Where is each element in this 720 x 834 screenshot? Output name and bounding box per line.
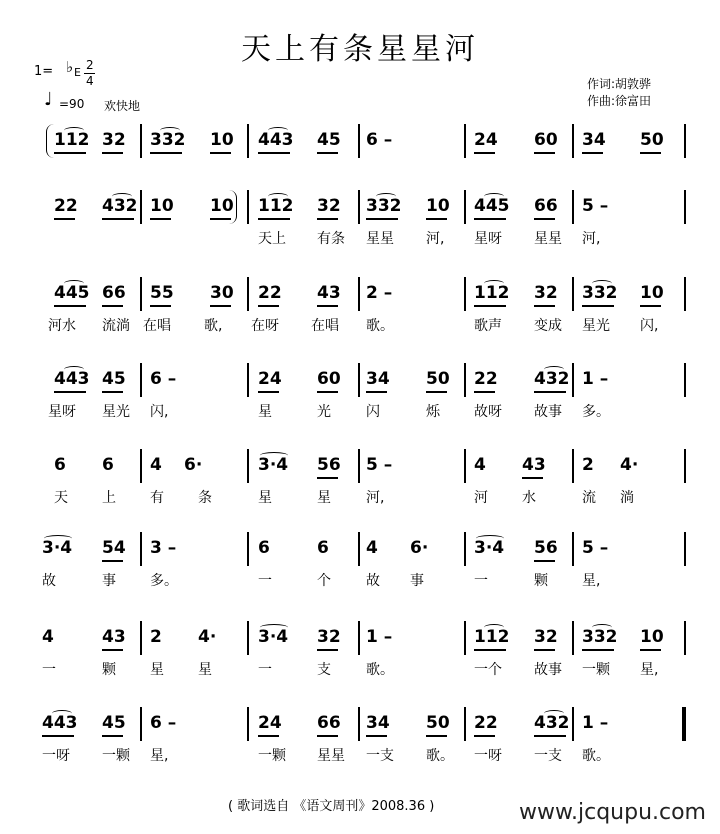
lyric-syllable: 光 [317, 404, 331, 420]
note-group: 30 [210, 283, 234, 303]
note-group: 3 – [150, 538, 177, 558]
note-group: 43 [317, 283, 341, 303]
note-group: 22 [474, 713, 498, 733]
slur-mark [484, 624, 504, 631]
beam-underline [534, 649, 555, 651]
beam-underline [366, 735, 387, 737]
note-group: 1 – [582, 369, 609, 389]
lyric-syllable: 星星 [317, 748, 345, 764]
bar-line [140, 449, 142, 483]
key-prefix: 1= [34, 64, 54, 79]
lyric-syllable: 颗 [102, 662, 116, 678]
lyric-syllable: 闪 [366, 404, 380, 420]
bar-line [572, 621, 574, 655]
note-group: 56 [534, 538, 558, 558]
lyric-syllable: 一支 [534, 748, 562, 764]
beam-underline [317, 477, 338, 479]
slur-mark [112, 193, 132, 200]
lyric-syllable: 故 [42, 573, 56, 589]
lyric-syllable: 故呀 [474, 404, 502, 420]
note-group: 6 – [366, 130, 393, 150]
beam-underline [534, 560, 555, 562]
flat-sign: ♭ [66, 58, 74, 76]
lyric-syllable: 星光 [102, 404, 130, 420]
bar-line [140, 621, 142, 655]
note-group: 3·4 [258, 627, 289, 647]
note-group: 5 – [582, 538, 609, 558]
note-group: 32 [317, 196, 341, 216]
bar-line [358, 124, 360, 158]
lyric-syllable: 河, [426, 231, 445, 247]
lyric-syllable: 有条 [317, 231, 345, 247]
bar-line [358, 532, 360, 566]
note-group: 332 [366, 196, 402, 216]
bar-line [572, 190, 574, 224]
note-group: 432 [102, 196, 138, 216]
note-group: 4· [198, 627, 217, 647]
bar-line [684, 363, 686, 397]
note-group: 4 [366, 538, 378, 558]
note-group: 5 – [366, 455, 393, 475]
note-group: 10 [640, 283, 664, 303]
bar-line [358, 190, 360, 224]
note-group: 112 [54, 130, 90, 150]
slur-mark [260, 452, 288, 459]
beam-underline [534, 735, 566, 737]
lyric-syllable: 天上 [258, 231, 286, 247]
bar-line [464, 124, 466, 158]
slur-mark [52, 710, 72, 717]
bar-line [464, 621, 466, 655]
time-signature-bottom: 4 [86, 74, 94, 88]
lyric-syllable: 歌声 [474, 318, 502, 334]
lyric-syllable: 有 [150, 490, 164, 506]
slur-mark [476, 535, 504, 542]
lyric-syllable: 歌, [204, 318, 223, 334]
note-group: 443 [258, 130, 294, 150]
lyric-syllable: 颗 [534, 573, 548, 589]
bar-line [464, 277, 466, 311]
song-title: 天上有条星星河 [241, 32, 479, 67]
bar-line [572, 363, 574, 397]
key-note: E [74, 66, 81, 79]
note-group: 6 – [150, 713, 177, 733]
note-group: 54 [102, 538, 126, 558]
lyric-syllable: 星呀 [48, 404, 76, 420]
bar-line [358, 363, 360, 397]
beam-underline [640, 649, 661, 651]
lyric-syllable: 一支 [366, 748, 394, 764]
note-group: 445 [474, 196, 510, 216]
note-group: 34 [366, 369, 390, 389]
lyric-syllable: 事 [102, 573, 116, 589]
beam-underline [54, 218, 75, 220]
note-group: 32 [534, 627, 558, 647]
bar-line [140, 277, 142, 311]
bar-line [684, 277, 686, 311]
beam-underline [366, 218, 398, 220]
note-group: 10 [426, 196, 450, 216]
beam-underline [258, 305, 279, 307]
tempo-bpm: =90 [59, 97, 85, 111]
note-group: 50 [426, 713, 450, 733]
beam-underline [258, 152, 290, 154]
beam-underline [534, 305, 555, 307]
note-group: 112 [474, 283, 510, 303]
bar-line [358, 621, 360, 655]
beam-underline [474, 649, 506, 651]
note-group: 45 [102, 369, 126, 389]
slur-mark [64, 280, 84, 287]
lyric-syllable: 一个 [474, 662, 502, 678]
lyric-syllable: 淌 [620, 490, 634, 506]
bar-line [247, 124, 249, 158]
lyric-syllable: 星, [582, 573, 601, 589]
bar-line [684, 124, 686, 158]
note-group: 6 – [150, 369, 177, 389]
note-group: 10 [210, 130, 234, 150]
beam-underline [210, 305, 231, 307]
note-group: 10 [640, 627, 664, 647]
note-group: 60 [534, 130, 558, 150]
note-group: 32 [317, 627, 341, 647]
note-group: 45 [317, 130, 341, 150]
beam-underline [582, 305, 614, 307]
beam-underline [150, 218, 171, 220]
lyric-syllable: 星星 [534, 231, 562, 247]
slur-mark [376, 193, 396, 200]
note-group: 6· [410, 538, 429, 558]
bar-line [684, 532, 686, 566]
beam-underline [534, 152, 555, 154]
lyric-syllable: 星 [258, 404, 272, 420]
note-group: 22 [258, 283, 282, 303]
note-group: 445 [54, 283, 90, 303]
beam-underline [522, 477, 543, 479]
beam-underline [54, 152, 86, 154]
lyric-syllable: 烁 [426, 404, 440, 420]
lyric-syllable: 在唱 [143, 318, 171, 334]
final-repeat-barline [682, 707, 685, 741]
note-group: 10 [150, 196, 174, 216]
note-group: 3·4 [42, 538, 73, 558]
lyric-syllable: 星, [150, 748, 169, 764]
bar-line [247, 449, 249, 483]
lyric-syllable: 变成 [534, 318, 562, 334]
beam-underline [474, 391, 495, 393]
slur-mark [484, 193, 504, 200]
note-group: 443 [54, 369, 90, 389]
beam-underline [102, 152, 123, 154]
bar-line [247, 277, 249, 311]
lyric-syllable: 闪, [150, 404, 169, 420]
lyric-syllable: 一颗 [258, 748, 286, 764]
quarter-note-icon: ♩ [44, 89, 53, 110]
lyric-syllable: 一 [42, 662, 56, 678]
note-group: 32 [534, 283, 558, 303]
lyric-syllable: 水 [522, 490, 536, 506]
note-group: 432 [534, 713, 570, 733]
beam-underline [102, 560, 123, 562]
beam-underline [474, 305, 506, 307]
beam-underline [102, 391, 123, 393]
lyric-syllable: 河 [474, 490, 488, 506]
note-group: 24 [258, 713, 282, 733]
lyric-syllable: 一颗 [102, 748, 130, 764]
beam-underline [317, 649, 338, 651]
bar-line [464, 190, 466, 224]
lyric-syllable: 星星 [366, 231, 394, 247]
beam-underline [640, 305, 661, 307]
note-group: 6 [54, 455, 66, 475]
note-group: 332 [582, 627, 618, 647]
note-group: 4 [474, 455, 486, 475]
note-group: 4 [150, 455, 162, 475]
slur-mark [64, 127, 84, 134]
note-group: 443 [42, 713, 78, 733]
bar-line [140, 707, 142, 741]
note-group: 6· [184, 455, 203, 475]
beam-underline [317, 218, 338, 220]
bar-line [572, 449, 574, 483]
lyric-syllable: 流淌 [102, 318, 130, 334]
note-group: 432 [534, 369, 570, 389]
lyric-syllable: 歌。 [366, 318, 394, 334]
bar-line [358, 277, 360, 311]
note-group: 66 [534, 196, 558, 216]
slur-mark [544, 366, 564, 373]
note-group: 332 [150, 130, 186, 150]
bar-line [358, 449, 360, 483]
lyric-syllable: 上 [102, 490, 116, 506]
lyric-syllable: 一 [474, 573, 488, 589]
repeat-start-bracket [46, 124, 55, 158]
beam-underline [54, 305, 86, 307]
beam-underline [102, 649, 123, 651]
lyric-syllable: 支 [317, 662, 331, 678]
lyric-syllable: 河, [366, 490, 385, 506]
note-group: 1 – [582, 713, 609, 733]
lyric-syllable: 歌。 [582, 748, 610, 764]
note-group: 50 [640, 130, 664, 150]
beam-underline [258, 735, 279, 737]
note-group: 4· [620, 455, 639, 475]
bar-line [358, 707, 360, 741]
beam-underline [102, 735, 123, 737]
beam-underline [102, 218, 134, 220]
note-group: 3·4 [258, 455, 289, 475]
note-group: 34 [366, 713, 390, 733]
lyric-syllable: 故 [366, 573, 380, 589]
beam-underline [210, 152, 231, 154]
lyric-syllable: 歌。 [366, 662, 394, 678]
note-group: 34 [582, 130, 606, 150]
note-group: 2 [150, 627, 162, 647]
beam-underline [474, 152, 495, 154]
note-group: 6 [102, 455, 114, 475]
beam-underline [317, 305, 338, 307]
note-group: 1 – [366, 627, 393, 647]
beam-underline [426, 391, 447, 393]
bar-line [464, 707, 466, 741]
slur-mark [484, 280, 504, 287]
slur-mark [544, 710, 564, 717]
note-group: 45 [102, 713, 126, 733]
lyric-syllable: 一 [258, 573, 272, 589]
lyric-syllable: 天 [54, 490, 68, 506]
lyric-syllable: 条 [198, 490, 212, 506]
bar-line [140, 532, 142, 566]
note-group: 2 – [366, 283, 393, 303]
lyric-syllable: 故事 [534, 404, 562, 420]
beam-underline [474, 218, 506, 220]
lyric-syllable: 多。 [582, 404, 610, 420]
note-group: 22 [474, 369, 498, 389]
note-group: 3·4 [474, 538, 505, 558]
slur-mark [260, 624, 288, 631]
lyric-syllable: 河水 [48, 318, 76, 334]
slur-mark [64, 366, 84, 373]
beam-underline [317, 391, 338, 393]
bar-line [684, 190, 686, 224]
beam-underline [150, 305, 171, 307]
lyric-syllable: 事 [410, 573, 424, 589]
slur-mark [592, 280, 612, 287]
lyric-syllable: 星呀 [474, 231, 502, 247]
time-signature-top: 2 [86, 58, 94, 72]
bar-line [464, 532, 466, 566]
lyric-syllable: 一颗 [582, 662, 610, 678]
lyric-syllable: 一呀 [474, 748, 502, 764]
bar-line [572, 277, 574, 311]
bar-line [464, 363, 466, 397]
bar-line [140, 124, 142, 158]
note-group: 55 [150, 283, 174, 303]
note-group: 6 [317, 538, 329, 558]
bar-line [247, 621, 249, 655]
lyric-syllable: 一呀 [42, 748, 70, 764]
note-group: 22 [54, 196, 78, 216]
bar-line [247, 190, 249, 224]
note-group: 66 [317, 713, 341, 733]
beam-underline [42, 735, 74, 737]
note-group: 50 [426, 369, 450, 389]
bar-line [464, 449, 466, 483]
bar-line [247, 707, 249, 741]
beam-underline [317, 152, 338, 154]
beam-underline [582, 649, 614, 651]
bar-line [684, 449, 686, 483]
lyric-syllable: 河, [582, 231, 601, 247]
beam-underline [534, 391, 566, 393]
beam-underline [534, 218, 555, 220]
lyric-syllable: 流 [582, 490, 596, 506]
bar-line [140, 190, 142, 224]
bar-line [140, 363, 142, 397]
note-group: 2 [582, 455, 594, 475]
beam-underline [54, 391, 86, 393]
beam-underline [366, 391, 387, 393]
tempo-expression: 欢快地 [104, 99, 141, 113]
note-group: 332 [582, 283, 618, 303]
lyric-syllable: 多。 [150, 573, 178, 589]
lyric-syllable: 歌。 [426, 748, 454, 764]
note-group: 66 [102, 283, 126, 303]
beam-underline [150, 152, 182, 154]
slur-mark [592, 624, 612, 631]
note-group: 60 [317, 369, 341, 389]
note-group: 43 [102, 627, 126, 647]
note-group: 112 [258, 196, 294, 216]
lyric-syllable: 故事 [534, 662, 562, 678]
bar-line [247, 532, 249, 566]
composer-credit: 作曲:徐富田 [587, 94, 652, 108]
note-group: 32 [102, 130, 126, 150]
repeat-end-bracket [228, 190, 237, 224]
beam-underline [317, 735, 338, 737]
beam-underline [474, 735, 495, 737]
lyric-syllable: 一 [258, 662, 272, 678]
lyric-syllable: 星 [317, 490, 331, 506]
note-group: 43 [522, 455, 546, 475]
note-group: 4 [42, 627, 54, 647]
note-group: 6 [258, 538, 270, 558]
lyric-syllable: 星 [150, 662, 164, 678]
slur-mark [268, 193, 288, 200]
lyric-syllable: 闪, [640, 318, 659, 334]
note-group: 5 – [582, 196, 609, 216]
bar-line [572, 532, 574, 566]
note-group: 56 [317, 455, 341, 475]
beam-underline [640, 152, 661, 154]
beam-underline [258, 391, 279, 393]
bar-line [572, 707, 574, 741]
site-watermark: www.jcqupu.com [519, 800, 706, 825]
lyric-syllable: 个 [317, 573, 331, 589]
note-group: 24 [474, 130, 498, 150]
lyric-syllable: 星, [640, 662, 659, 678]
bar-line [247, 363, 249, 397]
slur-mark [160, 127, 180, 134]
bar-line [684, 621, 686, 655]
beam-underline [102, 305, 123, 307]
bar-line [572, 124, 574, 158]
lyric-syllable: 在呀 [251, 318, 279, 334]
slur-mark [44, 535, 72, 542]
note-group: 112 [474, 627, 510, 647]
lyric-syllable: 在唱 [311, 318, 339, 334]
note-group: 24 [258, 369, 282, 389]
slur-mark [268, 127, 288, 134]
source-footnote: ( 歌词选自 《语文周刊》2008.36 ) [228, 799, 435, 814]
lyricist-credit: 作词:胡敦骅 [587, 77, 652, 91]
beam-underline [426, 218, 447, 220]
beam-underline [258, 218, 290, 220]
beam-underline [426, 735, 447, 737]
note-group: 10 [210, 196, 234, 216]
lyric-syllable: 星 [198, 662, 212, 678]
lyric-syllable: 星光 [582, 318, 610, 334]
lyric-syllable: 星 [258, 490, 272, 506]
beam-underline [582, 152, 603, 154]
